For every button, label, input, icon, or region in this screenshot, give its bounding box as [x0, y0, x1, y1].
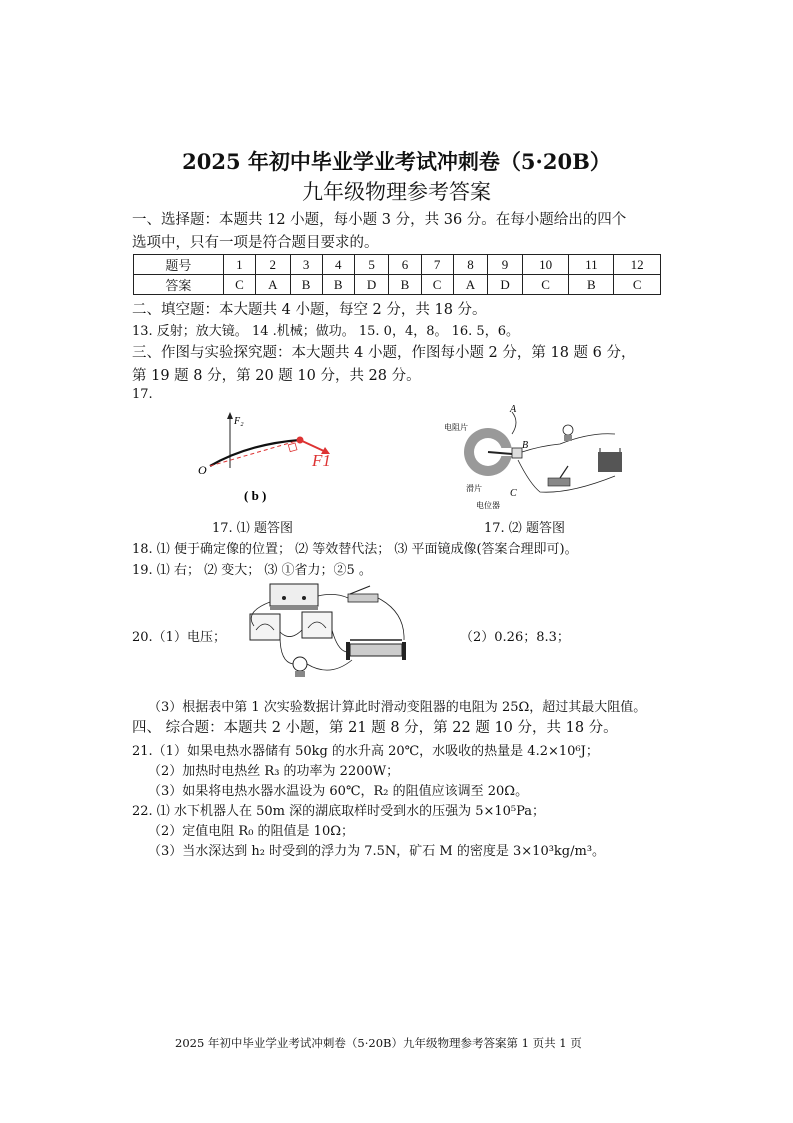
q22-part1: 22. ⑴ 水下机器人在 50m 深的湖底取样时受到水的压强为 5×10⁵Pa； [132, 804, 546, 819]
question-number-cell: 6 [389, 255, 421, 275]
answer-cell: B [389, 275, 421, 295]
q19-answer: 19. ⑴ 右； ⑵ 变大； ⑶ ①省力；②5 。 [132, 563, 372, 578]
section3-heading: 三、作图与实验探究题：本大题共 4 小题，作图每小题 2 分，第 18 题 6 分， [132, 345, 636, 361]
answer-cell: B [569, 275, 614, 295]
question-number-cell: 11 [569, 255, 614, 275]
q20-part2: （2）0.26；8.3； [460, 630, 570, 645]
q21-part2: （2）加热时电热丝 R₃ 的功率为 2200W； [148, 764, 400, 779]
answer-cell: A [255, 275, 290, 295]
force-f1-label: F1 [312, 451, 331, 470]
answer-cell: C [614, 275, 661, 295]
table-row-questions [134, 255, 661, 275]
q22-part3: （3）当水深达到 h₂ 时受到的浮力为 7.5N，矿石 M 的密度是 3×10³kg/m³。 [148, 844, 606, 859]
q18-answer: 18. ⑴ 便于确定像的位置； ⑵ 等效替代法； ⑶ 平面镜成像(答案合理即可)。 [132, 542, 578, 557]
question-number-cell: 2 [255, 255, 290, 275]
section2-answers: 13. 反射；放大镜。 14 .机械；做功。 15. 0，4，8。 16. 5，6。 [132, 324, 519, 339]
terminal-b-label: B [522, 440, 529, 451]
page-footer: 2025 年初中毕业学业考试冲刺卷（5·20B）九年级物理参考答案第 1 页共 1 页 [175, 1036, 582, 1050]
q20-circuit [240, 582, 415, 684]
resistor-label: 电阻片 [444, 423, 468, 432]
answer-cell: D [488, 275, 523, 295]
answer-cell: B [290, 275, 322, 295]
question-number-cell: 9 [488, 255, 523, 275]
figure-b-label: ( b ) [244, 488, 267, 503]
row-label-question: 题号 [134, 255, 224, 275]
question-number-cell: 1 [223, 255, 255, 275]
section1-heading: 一、选择题：本题共 12 小题，每小题 3 分，共 36 分。在每小题给出的四个 [132, 212, 627, 228]
slider-label: 滑片 [466, 484, 482, 493]
table-row-answers [134, 275, 661, 295]
force-diagram [188, 408, 338, 508]
figure-b-caption: 17. ⑴ 题答图 [212, 521, 293, 536]
question-number-cell: 12 [614, 255, 661, 275]
answer-cell: C [223, 275, 255, 295]
q20-part3: （3）根据表中第 1 次实验数据计算此时滑动变阻器的电阻为 25Ω，超过其最大阻值。 [148, 700, 647, 715]
figure-c-caption: 17. ⑵ 题答图 [484, 521, 565, 536]
potentiometer-circuit [440, 404, 640, 512]
answer-cell: C [421, 275, 453, 295]
q21-part3: （3）如果将电热水器水温设为 60℃，R₂ 的阻值应该调至 20Ω。 [148, 784, 529, 799]
q22-part2: （2）定值电阻 R₀ 的阻值是 10Ω； [148, 824, 354, 839]
answer-cell: C [522, 275, 569, 295]
answer-table [133, 254, 661, 295]
potentiometer-label: 电位器 [476, 501, 500, 510]
question-number-cell: 10 [522, 255, 569, 275]
q20-part1: 20.（1）电压； [132, 630, 226, 645]
answer-cell: B [322, 275, 354, 295]
section3-heading-cont: 第 19 题 8 分，第 20 题 10 分，共 28 分。 [132, 368, 421, 384]
point-o-label: O [198, 463, 207, 477]
terminal-a-label: A [510, 404, 517, 415]
force-f2-label: F₂ [234, 416, 244, 427]
section4-heading: 四、 综合题：本题共 2 小题，第 21 题 8 分，第 22 题 10 分，共 18 分。 [132, 720, 618, 736]
section1-heading-cont: 选项中，只有一项是符合题目要求的。 [132, 235, 379, 251]
q21-part1: 21.（1）如果电热水器储有 50kg 的水升高 20℃，水吸收的热量是 4.2×10⁶J； [132, 744, 599, 759]
page-title: 2025 年初中毕业学业考试冲刺卷（5·20B） [182, 149, 611, 174]
question-number-cell: 7 [421, 255, 453, 275]
answer-cell: A [453, 275, 488, 295]
question-number-cell: 8 [453, 255, 488, 275]
question-number-cell: 5 [354, 255, 389, 275]
question-number-cell: 4 [322, 255, 354, 275]
page-subtitle: 九年级物理参考答案 [302, 180, 491, 204]
q17-label: 17. [132, 387, 153, 402]
answer-cell: D [354, 275, 389, 295]
question-number-cell: 3 [290, 255, 322, 275]
row-label-answer: 答案 [134, 275, 224, 295]
section2-heading: 二、填空题：本大题共 4 小题，每空 2 分，共 18 分。 [132, 302, 487, 318]
terminal-c-label: C [510, 488, 517, 499]
